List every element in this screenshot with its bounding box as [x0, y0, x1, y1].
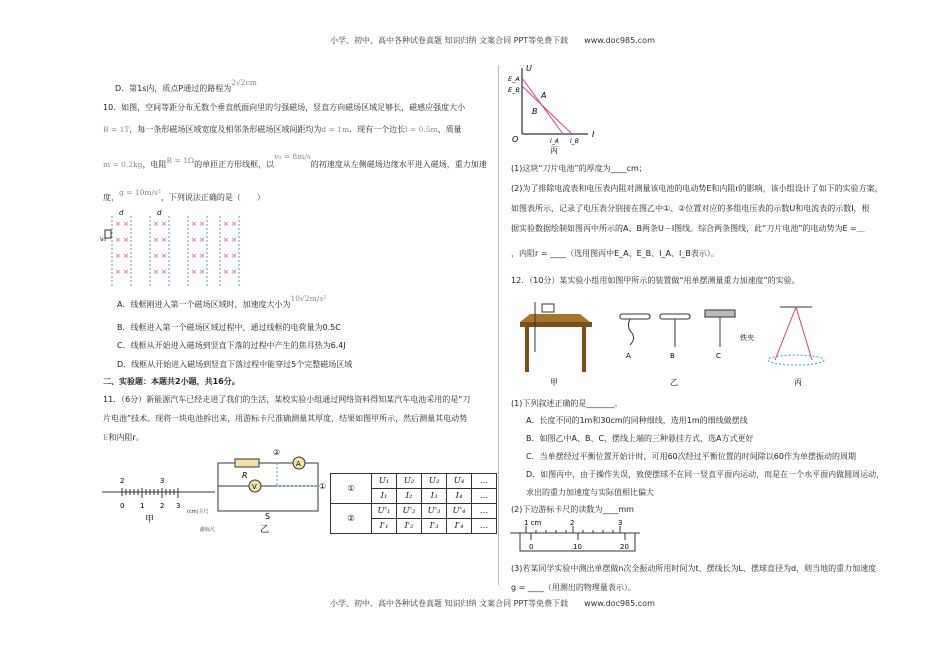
cell: I'₃: [422, 519, 447, 534]
q10-stem: 10．如图，空间等距分布无数个垂直纸面向里的匀强磁场，竖直方向磁场区域足够长，磁感应强度大小: [103, 103, 466, 112]
cell: I'₄: [447, 519, 472, 534]
tick: 0: [529, 543, 534, 551]
tick: 2: [160, 502, 165, 510]
cell: I'₂: [397, 519, 422, 534]
cell: I₃: [422, 489, 447, 504]
math: 2√2cm: [231, 78, 257, 87]
q11-part2-3: 据实验数据绘制如图丙中所示的A、B两条U－I图线。综合两条图线，此“刀片电池”的电动势为E =＿: [511, 224, 865, 233]
math: E: [103, 433, 109, 442]
svg-text:× ×: × ×: [191, 220, 205, 228]
cell: …: [472, 474, 497, 489]
line-a-label: A: [541, 91, 547, 100]
vernier-caliper-figure: [510, 518, 650, 558]
tick: 2: [570, 519, 575, 527]
math: d = 1m: [321, 125, 350, 134]
cell: I₄: [447, 489, 472, 504]
i-axis-label: I: [592, 130, 595, 139]
page-footer: 小学、初中、高中各种试卷真题 知识归纳 文案合同 PPT等免费下载 www.doc985.com: [330, 599, 655, 608]
q12-part2: (2)下边游标卡尺的读数为____mm: [511, 505, 634, 514]
math: l = 0.5m: [405, 125, 438, 134]
svg-text:× ×: × ×: [223, 268, 237, 276]
sub-label: A: [626, 352, 631, 360]
svg-text:× ×: × ×: [223, 220, 237, 228]
switch-label: S: [265, 512, 271, 521]
tick: 10: [573, 543, 582, 551]
cell: U₄: [447, 474, 472, 489]
text: D．第1s内，质点P通过的路程为: [115, 84, 232, 93]
q12-option-a: A．长度不同的1m和30cm的同种细线，选用1m的细线做摆线: [526, 416, 748, 425]
svg-text:× ×: × ×: [153, 268, 167, 276]
clamp-label: 铁夹: [740, 334, 754, 342]
svg-text:× ×: × ×: [223, 236, 237, 244]
svg-text:× ×: × ×: [191, 268, 205, 276]
svg-text:× ×: × ×: [153, 236, 167, 244]
section-heading: 二、实验题：本题共2小题，共16分。: [103, 377, 240, 386]
math: 10√2m/s²: [290, 294, 327, 303]
text: ，下列说法正确的是（ ）: [160, 193, 265, 202]
cell: U'₄: [447, 504, 472, 519]
magnetic-field-figure: [100, 208, 250, 290]
text: 、质量: [437, 125, 462, 134]
q10-option-b: B．线框进入第一个磁场区域过程中，通过线框的电荷量为0.5C: [117, 323, 341, 332]
q10-option-d: D．线框从开始进入磁场到竖直下落过程中能穿过5个完整磁场区域: [117, 360, 353, 369]
figure-label: 乙: [670, 378, 678, 387]
q11-stem-2: 片电池”技术。现将一块电池拆出来，用游标卡尺准确测量其厚度，结果如图甲所示，然后测量其电动势: [103, 414, 468, 423]
q12-stem: 12．（10分）某实验小组用如图甲所示的装置做“用单摆测量重力加速度”的实验。: [511, 276, 800, 285]
point-2: ②: [273, 448, 281, 457]
svg-text:d: d: [157, 209, 162, 217]
q10-stem-3: [103, 152, 487, 170]
text: ．现有一个边长: [349, 125, 406, 134]
voltmeter: V: [252, 483, 257, 491]
q11-stem-3: [103, 432, 144, 443]
q12-option-d-2: 求出的重力加速度与实际值相比偏大: [526, 488, 654, 497]
column-divider: [498, 65, 499, 585]
caliper-vernier: 游标尺: [200, 527, 216, 533]
text: 的初速度从左侧磁场边缘水平进入磁场，重力加速: [310, 160, 487, 169]
sub-label: B: [670, 352, 675, 360]
data-table: [330, 473, 497, 534]
v0-label: v₀: [100, 236, 106, 243]
text: 和内阻r。: [108, 433, 144, 442]
cell: …: [472, 519, 497, 534]
page-header: 小学、初中、高中各种试卷真题 知识归纳 文案合同 PPT等免费下载 www.doc985.com: [330, 36, 655, 45]
svg-text:× ×: × ×: [115, 268, 129, 276]
tick: 3: [176, 502, 181, 510]
figure-label: 乙: [260, 525, 270, 535]
svg-text:× ×: × ×: [191, 236, 205, 244]
ui-graph-bing: [508, 62, 618, 157]
line-b-label: B: [532, 107, 538, 116]
text: ，每一条形磁场区域宽度及相邻条形磁场区域间距均为: [129, 125, 322, 134]
caliper-unit: (cm)主尺: [187, 509, 209, 515]
svg-text:× ×: × ×: [115, 236, 129, 244]
q12-part3-2: g = ____（用测出的物理量表示）。: [511, 583, 636, 592]
q10-stem-2: [103, 124, 462, 135]
tick: 1: [140, 502, 145, 510]
q11-stem: 11．（6分）新能源汽车已经走进了我们的生活，某校实验小组通过网络资料得知某汽车电池采用的是“刀: [103, 395, 471, 404]
svg-text:× ×: × ×: [153, 220, 167, 228]
u-axis-label: U: [526, 64, 532, 73]
sub-label: C: [716, 352, 721, 360]
q10-stem-4: [103, 188, 265, 203]
cell: U₁: [372, 474, 397, 489]
svg-text:× ×: × ×: [223, 252, 237, 260]
q12-option-d: D．如图丙中，由于操作失误，致使摆球不在同一竖直平面内运动，而是在一个水平面内做圆周运动，: [526, 470, 885, 479]
cell: I₁: [372, 489, 397, 504]
q11-part2: (2)为了排除电流表和电压表内阻对测量该电池的电动势E和内阻r的影响，该小组设计了如下的实验方案，: [511, 184, 883, 193]
q12-part3: (3)若某同学实验中测出单摆做n次全振动所用时间为t、摆线长为L、摆球直径为d，则当地的重力加速度: [511, 564, 877, 573]
cell: U'₁: [372, 504, 397, 519]
circuit-figure-yi: [215, 445, 325, 535]
svg-text:× ×: × ×: [153, 252, 167, 260]
text: ，电阻: [142, 160, 167, 169]
tick: 20: [620, 543, 629, 551]
cell: …: [472, 504, 497, 519]
ammeter: A: [296, 460, 301, 468]
q9-option-d: [115, 78, 257, 94]
math: v₀ = 8m/s: [274, 152, 311, 161]
text: A．线框刚进入第一个磁场区域时，加速度大小为: [117, 300, 291, 309]
ia-label: I_A: [550, 138, 559, 145]
ib-label: I_B: [570, 138, 579, 145]
cell: I₂: [397, 489, 422, 504]
svg-text:× ×: × ×: [191, 252, 205, 260]
q11-part2-2: 如图表所示，记录了电压表分别接在图乙中①、②位置对应的多组电压表的示数U和电流表的示数I，根: [511, 204, 870, 213]
svg-text:× ×: × ×: [115, 252, 129, 260]
origin-label: O: [512, 135, 519, 144]
svg-text:× ×: × ×: [115, 220, 129, 228]
pendulum-figures: [510, 292, 930, 392]
cell: U'₃: [422, 504, 447, 519]
cell: U₂: [397, 474, 422, 489]
cell: U'₂: [397, 504, 422, 519]
q12-option-c: C．当单摆经过平衡位置开始计时，可用60次经过平衡位置的时间除以60作为单摆振动的周期: [526, 452, 856, 461]
eb-label: E_B: [508, 86, 520, 94]
point-1: ①: [319, 482, 327, 491]
q11-part1: (1)这块“刀片电池”的厚度为____cm；: [511, 164, 647, 173]
q12-part1: (1)下列叙述正确的是_______。: [511, 399, 623, 408]
ea-label: E_A: [508, 75, 520, 83]
rheostat-label: R: [242, 471, 248, 480]
figure-label: 甲: [550, 378, 558, 387]
math: m = 0.2kg: [103, 160, 143, 169]
cell: U₃: [422, 474, 447, 489]
q11-part2-4: ，内阻r = ____（选用图丙中E_A、E_B、I_A、I_B表示）。: [511, 249, 719, 258]
q12-option-b: B．如图乙中A、B、C，摆线上端的三种悬挂方式，选A方式更好: [526, 434, 754, 443]
figure-label: 丙: [794, 378, 802, 387]
tick: 0: [120, 502, 125, 510]
text: 的单匝正方形线框，以: [194, 160, 275, 169]
figure-label: 甲: [145, 515, 155, 525]
math: B = 1T: [103, 125, 130, 134]
cell: I'₁: [372, 519, 397, 534]
math: R = 1Ω: [166, 156, 195, 165]
cell: ①: [331, 474, 372, 504]
tick: 2: [120, 477, 125, 485]
text: 度，: [103, 193, 119, 202]
math: g = 10m/s²: [119, 188, 161, 197]
q10-option-a: [117, 294, 326, 310]
figure-label: 丙: [550, 146, 558, 155]
q10-option-c: C．线框从开始进入磁场到竖直下落的过程中产生的焦耳热为6.4J: [117, 341, 346, 350]
caliper-figure-jia: [100, 470, 220, 530]
tick: 3: [618, 519, 623, 527]
d-label: d: [119, 209, 124, 217]
cell: …: [472, 489, 497, 504]
tick: 3: [160, 477, 165, 485]
tick: 1 cm: [524, 519, 542, 527]
cell: ②: [331, 504, 372, 534]
